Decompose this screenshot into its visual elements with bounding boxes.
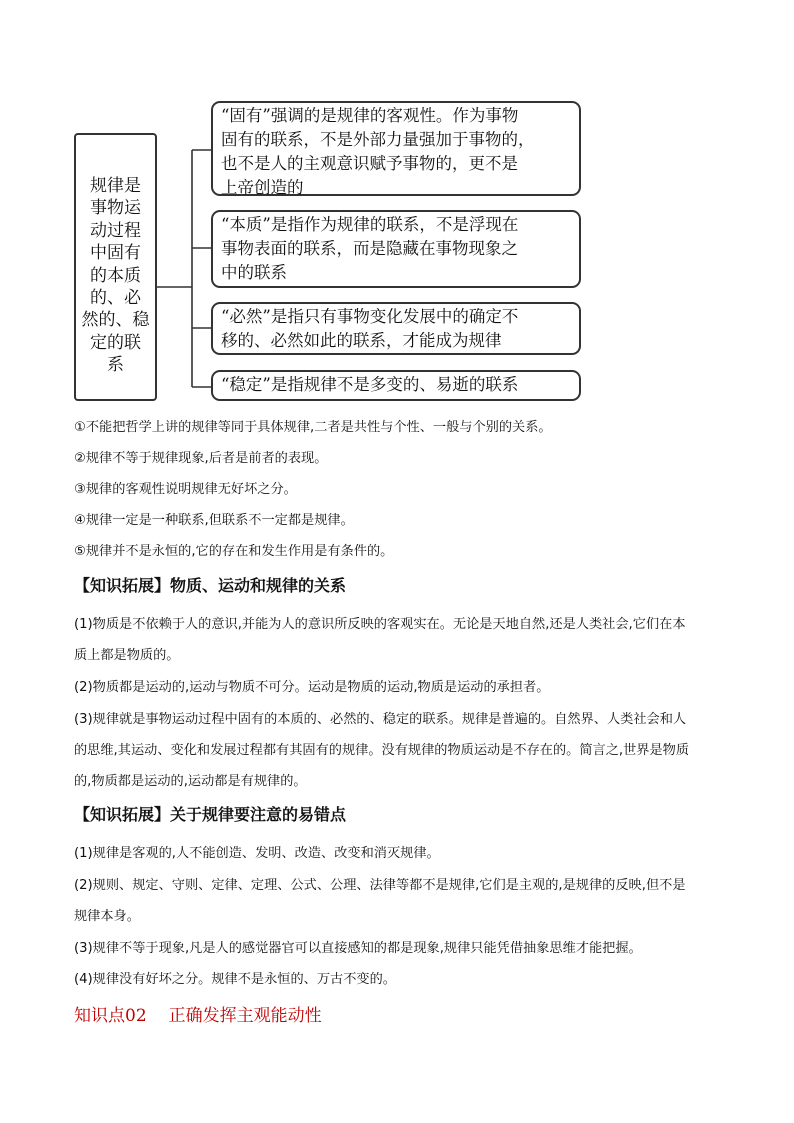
box-line: “稳定”是指规律不是多变的、易逝的联系 xyxy=(221,375,519,394)
box-line: “本质”是指作为规律的联系，不是浮现在 xyxy=(221,215,519,234)
paragraph-line: 的思维,其运动、变化和发展过程都有其固有的规律。没有规律的物质运动是不存在的。简言之,世界是物质 xyxy=(74,743,690,758)
box-line: 中的联系 xyxy=(221,263,287,282)
section-heading: 【知识拓展】物质、运动和规律的关系 xyxy=(74,576,347,595)
law-definition-line: 系 xyxy=(107,355,124,376)
note-item: ②规律不等于规律现象,后者是前者的表现。 xyxy=(74,451,328,466)
law-definition-box xyxy=(74,133,157,401)
paragraph-line: 质上都是物质的。 xyxy=(74,648,180,663)
note-item: ①不能把哲学上讲的规律等同于具体规律,二者是共性与个性、一般与个别的关系。 xyxy=(74,420,552,435)
law-definition-line: 的、必 xyxy=(90,288,141,309)
law-definition-line: 中固有 xyxy=(90,243,141,264)
note-item: ⑤规律并不是永恒的,它的存在和发生作用是有条件的。 xyxy=(74,544,394,559)
inherent-explanation-box xyxy=(211,101,581,196)
knowledge-point-heading xyxy=(74,1001,322,1026)
law-definition-line: 定的联 xyxy=(90,332,141,353)
paragraph-line: (4)规律没有好坏之分。规律不是永恒的、万古不变的。 xyxy=(74,972,396,987)
box-line: 事物表面的联系，而是隐藏在事物现象之 xyxy=(221,239,518,258)
section-heading: 【知识拓展】关于规律要注意的易错点 xyxy=(74,805,347,824)
box-line: “必然”是指只有事物变化发展中的确定不 xyxy=(221,307,519,326)
box-line: “固有”强调的是规律的客观性。作为事物 xyxy=(221,106,519,125)
necessity-explanation-box xyxy=(211,302,581,355)
law-definition-line: 规律是 xyxy=(90,176,141,196)
paragraph-line: (3)规律不等于现象,凡是人的感觉器官可以直接感知的都是现象,规律只能凭借抽象思维才能把握。 xyxy=(74,941,642,956)
box-line: 上帝创造的 xyxy=(221,178,304,197)
concept-diagram xyxy=(0,0,794,410)
paragraph-line: (2)物质都是运动的,运动与物质不可分。运动是物质的运动,物质是运动的承担者。 xyxy=(74,680,550,695)
note-item: ③规律的客观性说明规律无好坏之分。 xyxy=(74,482,297,497)
paragraph-line: (2)规则、规定、守则、定律、定理、公式、公理、法律等都不是规律,它们是主观的,是规律的反映,但不是 xyxy=(74,878,686,893)
law-definition-line: 然的、稳 xyxy=(81,310,150,331)
paragraph-line: 规律本身。 xyxy=(74,909,140,924)
paragraph-line: (1)物质是不依赖于人的意识,并能为人的意识所反映的客观实在。无论是天地自然,还是人类社会,它们在本 xyxy=(74,617,686,632)
stability-explanation-box xyxy=(211,370,581,401)
law-definition-line: 的本质 xyxy=(90,265,141,286)
paragraph-line: 的,物质都是运动的,运动都是有规律的。 xyxy=(74,774,307,789)
box-line: 移的、必然如此的联系，才能成为规律 xyxy=(221,331,502,350)
paragraph-line: (1)规律是客观的,人不能创造、发明、改造、改变和消灭规律。 xyxy=(74,846,440,861)
law-definition-line: 事物运 xyxy=(90,198,141,219)
box-line: 也不是人的主观意识赋予事物的，更不是 xyxy=(221,154,518,173)
essence-explanation-box xyxy=(211,210,581,288)
box-line: 固有的联系，不是外部力量强加于事物的， xyxy=(221,130,535,149)
knowledge-point-title: 正确发挥主观能动性 xyxy=(168,1006,322,1026)
knowledge-point-number: 知识点02 xyxy=(74,1006,147,1026)
note-item: ④规律一定是一种联系,但联系不一定都是规律。 xyxy=(74,513,354,528)
law-definition-line: 动过程 xyxy=(90,220,141,241)
paragraph-line: (3)规律就是事物运动过程中固有的本质的、必然的、稳定的联系。规律是普遍的。自然界、人类社会和人 xyxy=(74,712,687,727)
